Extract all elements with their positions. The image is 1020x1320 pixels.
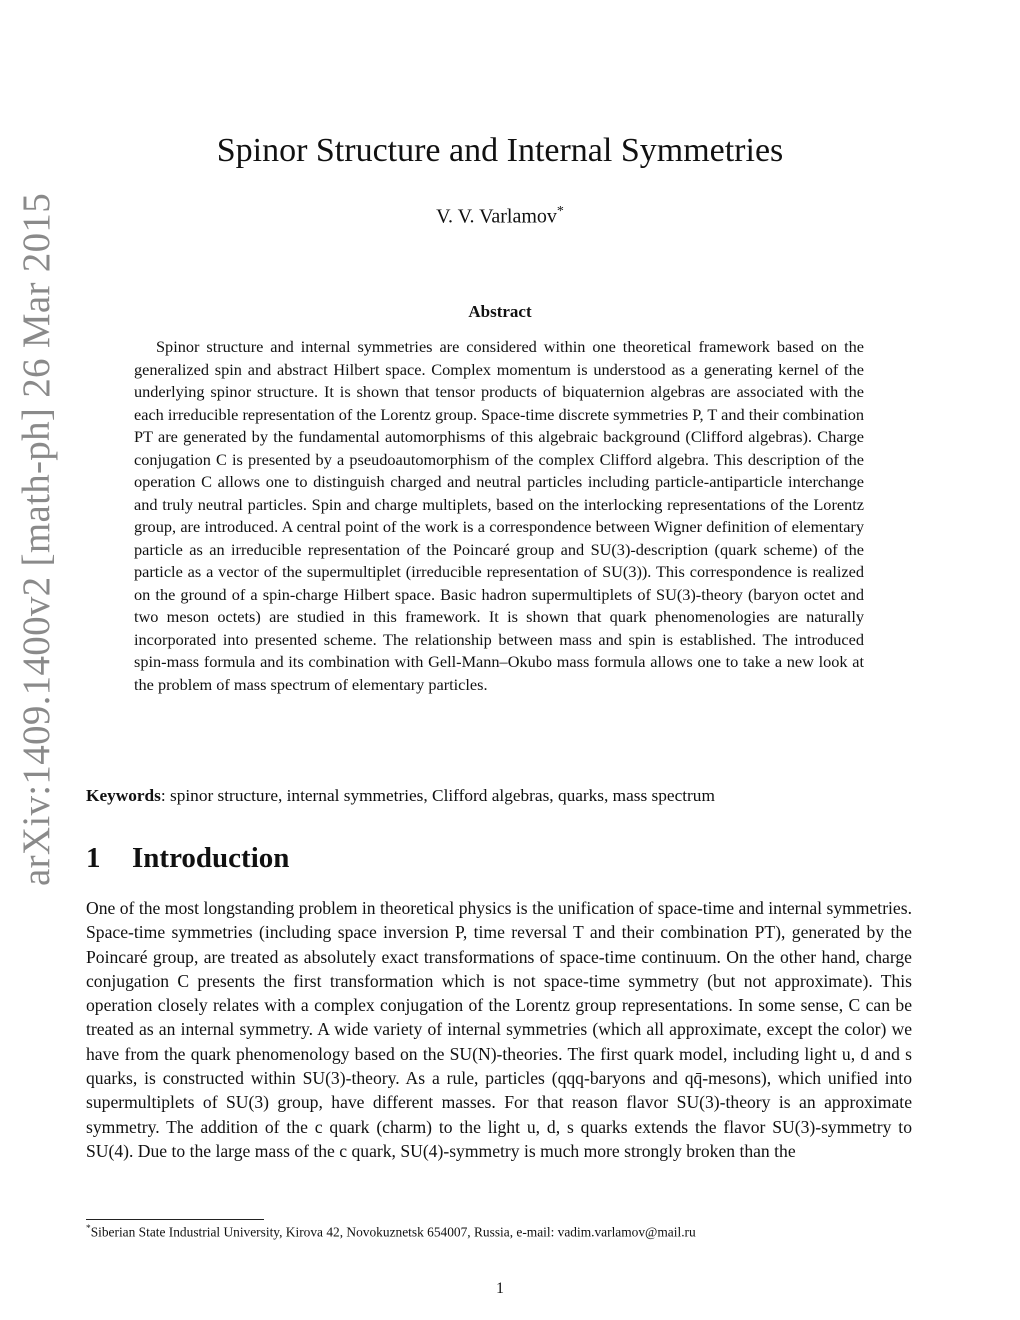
introduction-paragraph: One of the most longstanding problem in theoretical physics is the unification of space-time and internal symmetries. Space-time symmetries (including space inversion P, time reversal T and their combination PT), generated by the Poincaré group, are treated as absolutely exact transformations of space-time continuum. On the other hand, charge conjugation C presents the first transformation which is not space-time symmetry (but not approximate). This operation closely relates with a complex conjugation of the Lorentz group representations. In some sense, C can be treated as an internal symmetry. A wide variety of internal symmetries (which all approximate, except the color) we have from the quark phenomenology based on the SU(N)-theories. The first quark model, including light u, d and s quarks, is constructed within SU(3)-theory. As a rule, particles (qqq-baryons and qq̄-mesons), which unified into supermultiplets of SU(3) group, have different masses. For that reason flavor SU(3)-theory is an approximate symmetry. The addition of the c quark (charm) to the light u, d, s quarks extends the flavor SU(3)-symmetry to SU(4). Due to the large mass of the c quark, SU(4)-symmetry is much more strongly broken than the [86,898,912,1161]
keywords-line [86,786,916,806]
paper-title: Spinor Structure and Internal Symmetries [216,132,784,169]
arxiv-identifier-stamp: arXiv:1409.1400v2 [math-ph] 26 Mar 2015 [15,193,58,886]
section-title: Introduction [132,842,290,874]
footnote [86,1224,920,1240]
keywords-label: Keywords [86,786,161,805]
page-number: 1 [496,1280,504,1297]
abstract-text: Spinor structure and internal symmetries are considered within one theoretical framework based on the generalized spin and abstract Hilbert space. Complex momentum is understood as a generating kernel of the underlying spinor structure. It is shown that tensor products of biquaternion algebras are associated with the each irreducible representation of the Lorentz group. Space-time discrete symmetries P, T and their combination PT are generated by the fundamental automorphisms of this algebraic background (Clifford algebras). Charge conjugation C is presented by a pseudoautomorphism of the complex Clifford algebra. This description of the operation C allows one to distinguish charged and neutral particles including particle-antiparticle interchange and truly neutral particles. Spin and charge multiplets, based on the interlocking representations of the Lorentz group, are introduced. A central point of the work is a correspondence between Wigner definition of elementary particle as an irreducible representation of the Poincaré group and SU(3)-description (quark scheme) of the particle as a vector of the supermultiplet (irreducible representation of SU(3)). This correspondence is realized on the ground of a spin-charge Hilbert space. Basic hadron supermultiplets of SU(3)-theory (baryon octet and two meson octets) are studied in this framework. It is shown that quark phenomenologies are naturally incorporated into presented scheme. The relationship between mass and spin is established. The introduced spin-mass formula and its combination with Gell-Mann–Okubo mass formula allows one to take a new look at the problem of mass spectrum of elementary particles. [134,337,864,694]
footnote-rule [86,1219,264,1220]
keywords-text: : spinor structure, internal symmetries, Clifford algebras, quarks, mass spectrum [160,786,715,805]
author-name: V. V. Varlamov [436,205,557,228]
section-heading [86,842,289,875]
author-line [0,204,1000,229]
footnote-mark: * [86,1224,91,1234]
section-number: 1 [86,842,101,874]
abstract-heading: Abstract [468,302,532,321]
author-footnote-mark: * [556,204,564,219]
footnote-text: Siberian State Industrial University, Kirova 42, Novokuznetsk 654007, Russia, e-mail: vadim.varlamov@mail.ru [90,1224,696,1240]
